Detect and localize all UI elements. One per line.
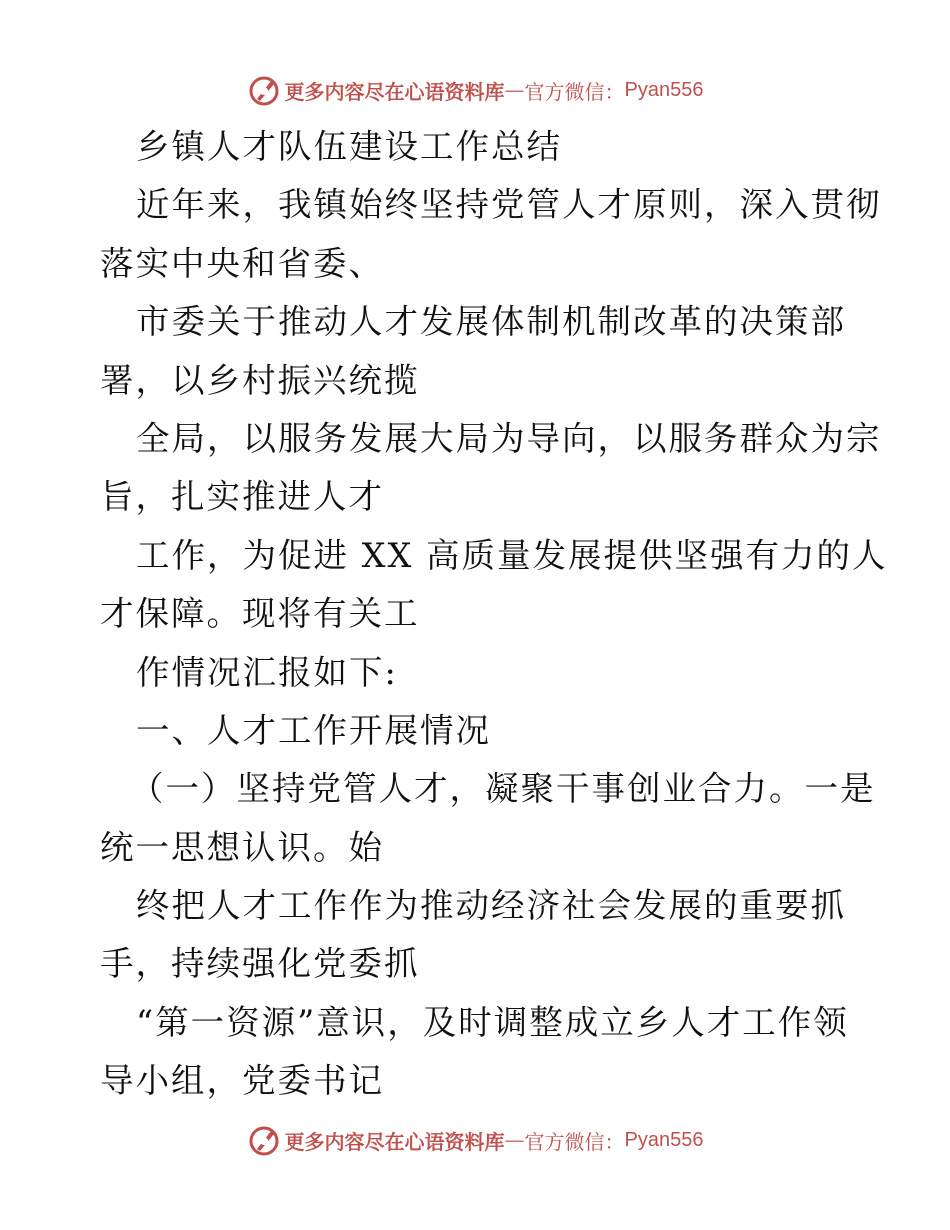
paragraph-line: 导小组，党委书记 [100,1061,384,1101]
document-body [100,118,888,1111]
paragraph-line: 工作，为促进 XX 高质量发展提供坚强有力的人 [136,535,888,575]
paragraph-line: 统一思想认识。始 [100,827,384,867]
watermark-handle: Pyan556 [624,78,704,101]
footer-watermark [0,1120,950,1160]
paragraph-line: 旨，扎实推进人才 [100,477,384,517]
watermark-dash: — [504,78,525,102]
paragraph-line: 市委关于推动人才发展体制机制改革的决策部 [136,302,846,342]
header-watermark [0,70,950,110]
subsection-heading-line: （一）坚持党管人才，凝聚干事创业合力。一是 [130,769,876,809]
watermark-handle: Pyan556 [624,1128,704,1151]
paragraph-line: 终把人才工作作为推动经济社会发展的重要抓 [136,886,846,926]
paragraph-line: 手，持续强化党委抓 [100,944,420,984]
section-heading: 一、人才工作开展情况 [136,710,491,750]
paragraph-line: 全局，以服务发展大局为导向，以服务群众为宗 [136,418,882,458]
watermark-dash: — [504,1128,525,1152]
paragraph-line: 署，以乡村振兴统揽 [100,360,420,400]
watermark-wechat-label: 官方微信： [524,79,625,104]
paragraph-line: “第一资源”意识，及时调整成立乡人才工作领 [136,1002,849,1042]
pen-circle-logo-icon [247,73,281,107]
document-title: 乡镇人才队伍建设工作总结 [136,127,562,166]
pen-circle-logo-icon [247,1123,281,1157]
paragraph-line: 近年来，我镇始终坚持党管人才原则，深入贯彻 [136,185,882,225]
watermark-wechat-label: 官方微信： [524,1129,625,1154]
paragraph-line: 落实中央和省委、 [100,243,384,283]
watermark-site-text: 更多内容尽在心语资料库 [284,79,505,104]
paragraph-line: 作情况汇报如下: [136,652,398,692]
watermark-site-text: 更多内容尽在心语资料库 [284,1129,505,1154]
paragraph-line: 才保障。现将有关工 [100,594,420,634]
